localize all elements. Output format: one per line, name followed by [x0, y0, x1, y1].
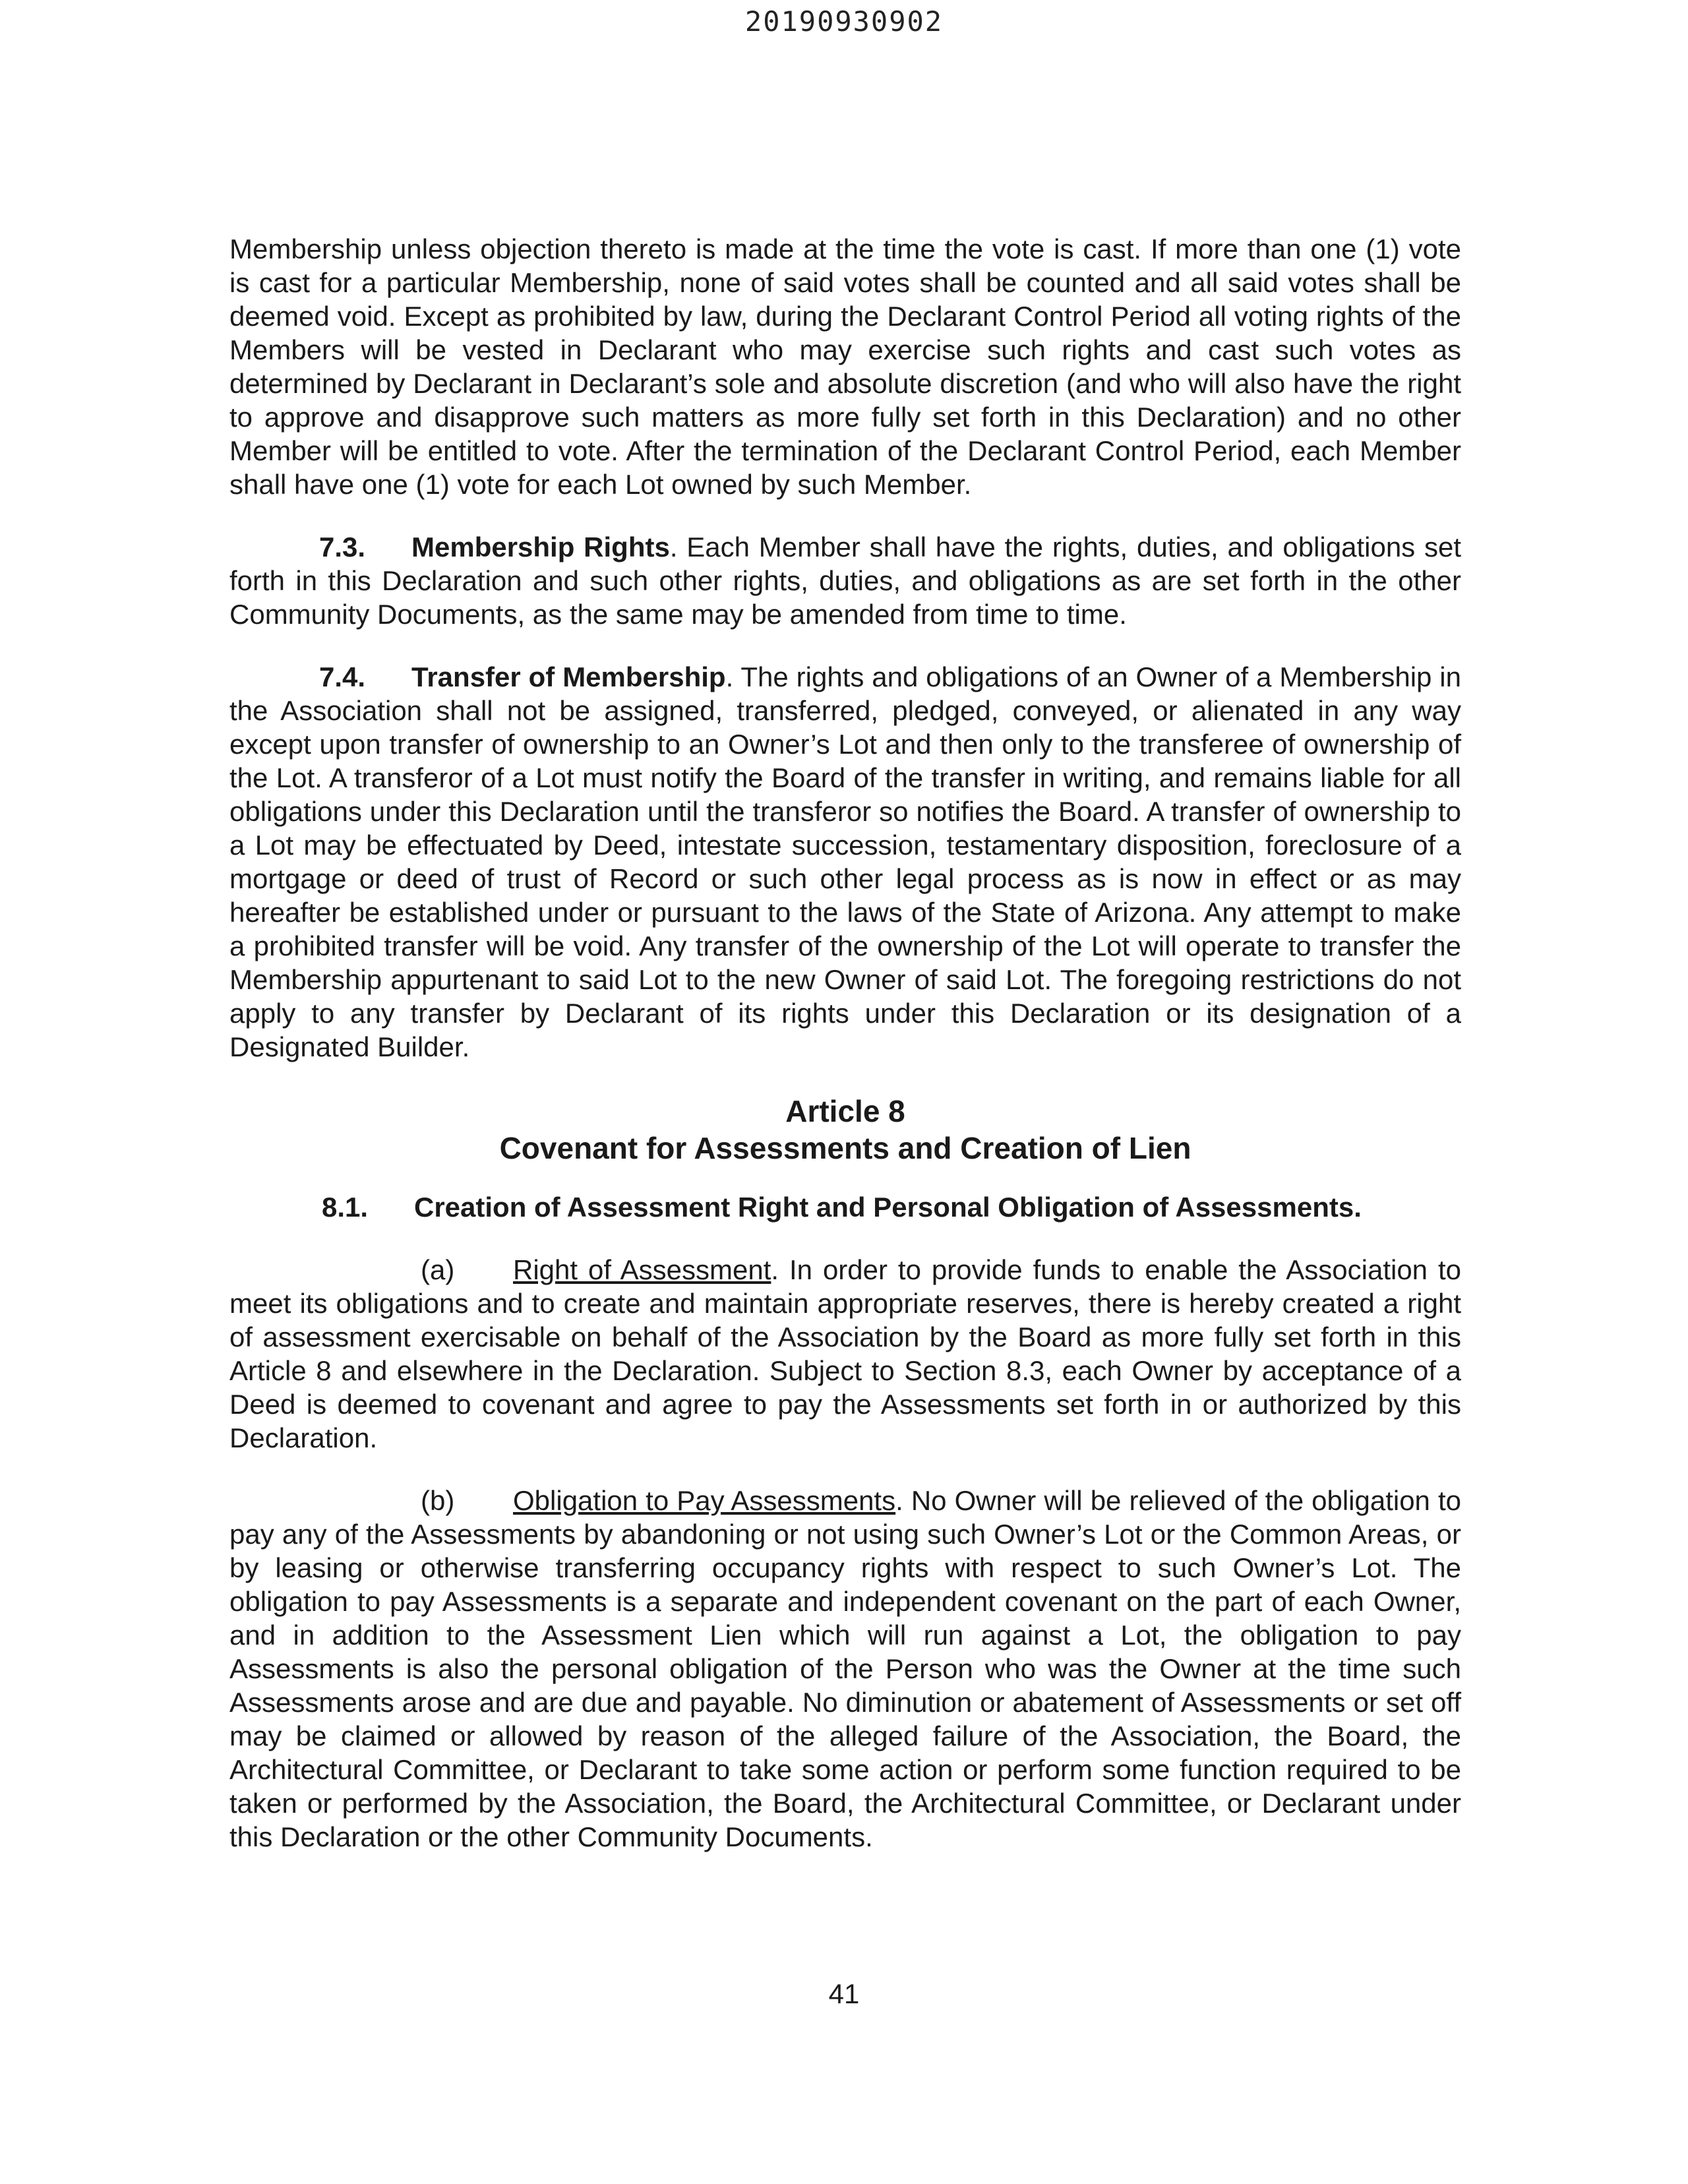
section-8-1-heading	[229, 1190, 1461, 1224]
section-body: . The rights and obligations of an Owner of a Membership in the Association shall not be assigned, transferred, pledged, conveyed, or alienated in any way except upon transfer of ownership to an Owner’s Lot and then only to the transferee of ownership of the Lot. A transferor of a Lot must notify the Board of the transfer in writing, and remains liable for all obligations under this Declaration until the transferor so notifies the Board. A transfer of ownership to a Lot may be effectuated by Deed, intestate succession, testamentary disposition, foreclosure of a mortgage or deed of trust of Record or such other legal process as is now in effect or as may hereafter be established under or pursuant to the laws of the State of Arizona. Any attempt to make a prohibited transfer will be void. Any transfer of the ownership of the Lot will operate to transfer the Membership appurtenant to said Lot to the new Owner of said Lot. The foregoing restrictions do not apply to any transfer by Declarant of its rights under this Declaration or its designation of a Designated Builder.	[229, 661, 1461, 1062]
document-body	[229, 232, 1461, 1883]
section-title: Creation of Assessment Right and Personal Obligation of Assessments.	[414, 1192, 1362, 1223]
section-body: . Each Member shall have the rights, duties, and obligations set forth in this Declaration and such other rights, duties, and obligations as are set forth in the other Community Documents, as the same may be amended from time to time.	[229, 531, 1461, 630]
subsection-b	[229, 1484, 1461, 1854]
section-number: 7.3.	[319, 531, 366, 562]
subsection-a	[229, 1253, 1461, 1455]
section-title: Transfer of Membership	[411, 661, 726, 692]
article-number: Article 8	[785, 1094, 905, 1128]
subsection-body: . In order to provide funds to enable the Association to meet its obligations and to create and maintain appropriate reserves, there is hereby created a right of assessment exercisable on behalf of the Association by the Board as more fully set forth in this Article 8 and elsewhere in the Declaration. Subject to Section 8.3, each Owner by acceptance of a Deed is deemed to covenant and agree to pay the Assessments set forth in or authorized by this Declaration.	[229, 1254, 1461, 1453]
recording-number: 20190930902	[744, 5, 944, 38]
section-number: 8.1.	[322, 1192, 369, 1223]
subsection-title: Obligation to Pay Assessments	[513, 1485, 896, 1516]
subsection-body: . No Owner will be relieved of the obligation to pay any of the Assessments by abandoning or not using such Owner’s Lot or the Common Areas, or by leasing or otherwise transferring occupancy rights with respect to such Owner’s Lot. The obligation to pay Assessments is a separate and independent covenant on the part of each Owner, and in addition to the Assessment Lien which will run against a Lot, the obligation to pay Assessments is also the personal obligation of the Person who was the Owner at the time such Assessments arose and are due and payable. No diminution or abatement of Assessments or set off may be claimed or allowed by reason of the alleged failure of the Association, the Board, the Architectural Committee, or Declarant to take some action or perform some function required to be taken or performed by the Association, the Board, the Architectural Committee, or Declarant under this Declaration or the other Community Documents.	[229, 1485, 1461, 1852]
subsection-label: (b)	[421, 1485, 455, 1516]
paragraph-continued: Membership unless objection thereto is made at the time the vote is cast. If more than one (1) vote is cast for a particular Membership, none of said votes shall be counted and all said votes shall be deemed void. Except as prohibited by law, during the Declarant Control Period all voting rights of the Members will be vested in Declarant who may exercise such rights and cast such votes as determined by Declarant in Declarant’s sole and absolute discretion (and who will also have the right to approve and disapprove such matters as more fully set forth in this Declaration) and no other Member will be entitled to vote. After the termination of the Declarant Control Period, each Member shall have one (1) vote for each Lot owned by such Member.	[229, 233, 1461, 500]
page-number: 41	[828, 1978, 860, 2009]
article-heading	[229, 1093, 1461, 1167]
section-title: Membership Rights	[411, 531, 670, 562]
article-title: Covenant for Assessments and Creation of Lien	[499, 1131, 1191, 1165]
section-7-4	[229, 660, 1461, 1064]
section-number: 7.4.	[319, 661, 366, 692]
section-7-3	[229, 530, 1461, 631]
subsection-label: (a)	[421, 1254, 455, 1285]
subsection-title: Right of Assessment	[513, 1254, 771, 1285]
